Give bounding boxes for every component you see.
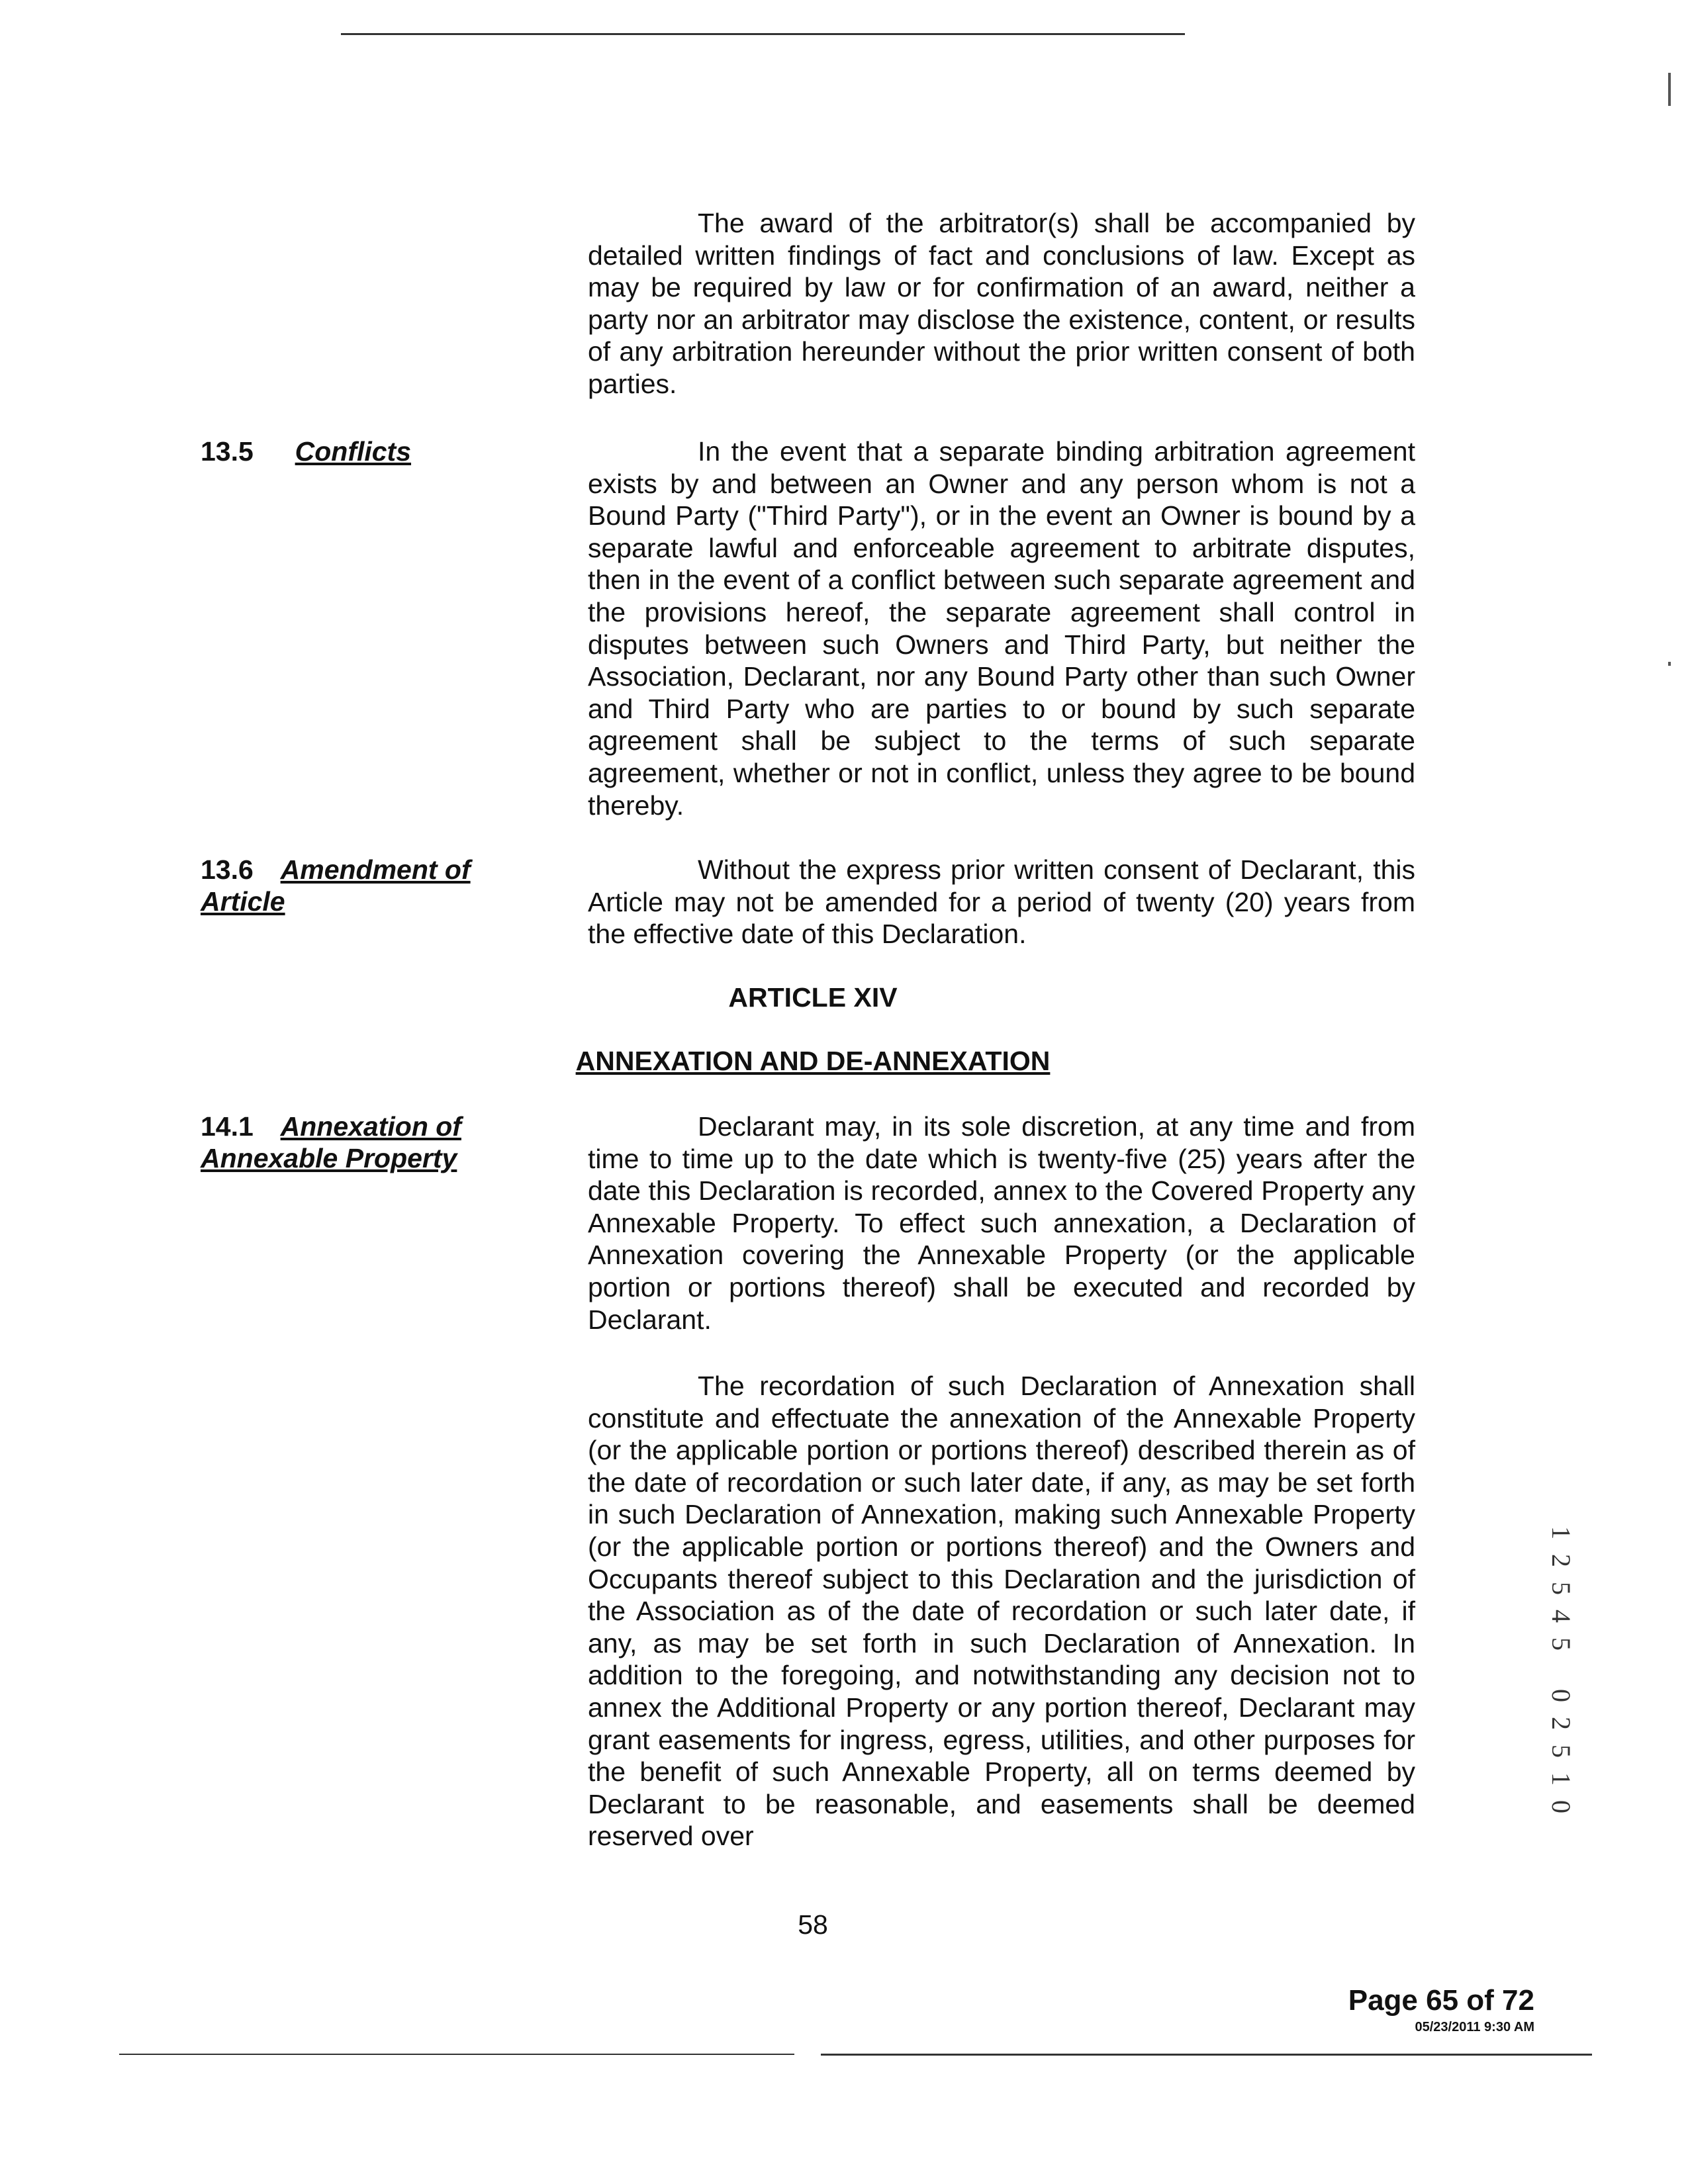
footer-timestamp: 05/23/2011 9:30 AM <box>1415 2020 1534 2034</box>
stamp-digit: 1 <box>1546 1772 1576 1786</box>
stamp-digit: 2 <box>1546 1717 1576 1730</box>
section-number: 14.1 <box>201 1111 254 1142</box>
article-label: ARTICLE XIV <box>728 982 898 1013</box>
paragraph-annexation: Declarant may, in its sole discretion, at any time and from time to time up to the date which is twenty-five (25) years after the date this Declaration is recorded, annex to the Covered Property any Annexable Property. To effect such annexation, a Declaration of Annexation covering the Annexable Property (or the applicable portion or portions thereof) shall be executed and recorded by Declarant. <box>588 1111 1415 1335</box>
stamp-digit: 0 <box>1546 1800 1576 1813</box>
stamp-digit: 4 <box>1546 1610 1576 1623</box>
section-13-6-heading <box>201 854 545 917</box>
section-title: Conflicts <box>295 436 412 467</box>
paragraph-conflicts: In the event that a separate binding arbitration agreement exists by and between an Owner and any person whom is not a Bound Party ("Third Party"), or in the event an Owner is bound by a separate lawful and enforceable agreement to arbitrate disputes, then in the event of a conflict between such separate agreement and the provisions hereof, the separate agreement shall control in disputes between such Owners and Third Party, but neither the Association, Declarant, nor any Bound Party other than such Owner and Third Party who are parties to or bound by such separate agreement shall be subject to the terms of such separate agreement, whether or not in conflict, unless they agree to be bound thereby. <box>588 436 1415 821</box>
bottom-rule <box>821 2054 1592 2056</box>
stamp-digit: 2 <box>1546 1554 1576 1567</box>
bottom-rule <box>119 2054 794 2055</box>
recording-stamp <box>1548 1519 1574 1821</box>
paragraph-recordation: The recordation of such Declaration of Annexation shall constitute and effectuate the annexation of the Annexable Property (or the applicable portion or portions thereof) described therein as of the date of recordation or such later date, if any, as may be set forth in such Declaration of Annexation, making such Annexable Property (or the applicable portion or portions thereof) and the Owners and Occupants thereof subject to this Declaration and the jurisdiction of the Association as of the date of recordation or such later date, if any, as may be set forth in such Declaration of Annexation. In addition to the foregoing, and notwithstanding any decision not to annex the Additional Property or any portion thereof, Declarant may grant easements for ingress, egress, utilities, and other purposes for the benefit of such Annexable Property, all on terms deemed by Declarant to be reasonable, and easements shall be deemed reserved over <box>588 1371 1415 1852</box>
section-number: 13.5 <box>201 436 254 467</box>
paragraph-amendment: Without the express prior written consent of Declarant, this Article may not be amended for a period of twenty (20) years from the effective date of this Declaration. <box>588 854 1415 950</box>
page-number: 58 <box>798 1909 828 1940</box>
paragraph-arbitration-award: The award of the arbitrator(s) shall be accompanied by detailed written findings of fact and conclusions of law. Except as may be required by law or for confirmation of an award, neither a party nor an arbitrator may disclose the existence, content, or results of any arbitration hereunder without the prior written consent of both parties. <box>588 208 1415 399</box>
section-title-continued: Article <box>201 886 285 917</box>
section-title: Annexation of <box>280 1111 461 1142</box>
page-of-total: Page 65 of 72 <box>1348 1984 1534 2017</box>
section-title-continued: Annexable Property <box>201 1143 457 1173</box>
stamp-digit: 5 <box>1546 1582 1576 1595</box>
section-14-1-heading <box>201 1111 545 1174</box>
article-title: ANNEXATION AND DE-ANNEXATION <box>575 1046 1051 1076</box>
stamp-digit: 5 <box>1546 1745 1576 1758</box>
top-rule <box>341 33 1185 35</box>
stamp-digit: 0 <box>1546 1689 1576 1702</box>
stamp-digit: 1 <box>1546 1526 1576 1539</box>
section-number: 13.6 <box>201 854 254 885</box>
section-13-5-heading <box>201 435 545 467</box>
stamp-digit: 5 <box>1546 1637 1576 1651</box>
edge-mark <box>1668 73 1671 106</box>
edge-mark <box>1668 662 1671 666</box>
section-title: Amendment of <box>280 854 471 885</box>
